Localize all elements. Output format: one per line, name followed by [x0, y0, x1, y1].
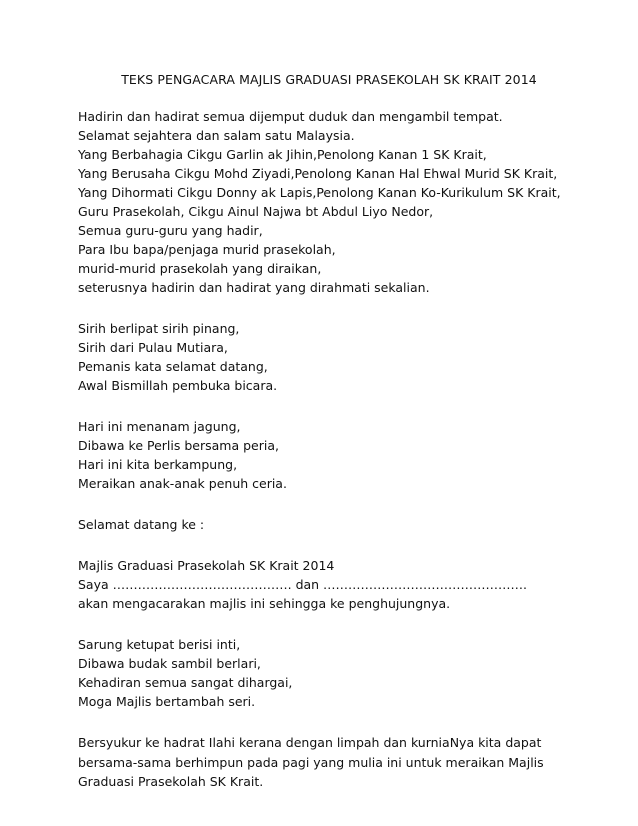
pantun-1	[78, 319, 578, 395]
text-line: Dibawa ke Perlis bersama peria,	[78, 438, 279, 453]
text-line: Sirih berlipat sirih pinang,	[78, 321, 240, 336]
text-line: Sirih dari Pulau Mutiara,	[78, 340, 228, 355]
text-line: Para Ibu bapa/penjaga murid prasekolah,	[78, 242, 336, 257]
text-line: Kehadiran semua sangat dihargai,	[78, 675, 293, 690]
text-line: Majlis Graduasi Prasekolah SK Krait 2014	[78, 558, 335, 573]
document-title: TEKS PENGACARA MAJLIS GRADUASI PRASEKOLAH SK KRAIT 2014	[121, 72, 537, 87]
text-line: Awal Bismillah pembuka bicara.	[78, 378, 278, 393]
text-line: Dibawa budak sambil berlari,	[78, 656, 261, 671]
text-line: Semua guru-guru yang hadir,	[78, 223, 263, 238]
paragraph-event	[78, 556, 578, 613]
text-line: Guru Prasekolah, Cikgu Ainul Najwa bt Abdul Liyo Nedor,	[78, 204, 434, 219]
text-line: Hari ini menanam jagung,	[78, 419, 241, 434]
text-line: Selamat datang ke :	[78, 517, 205, 532]
text-line: Yang Berusaha Cikgu Mohd Ziyadi,Penolong Kanan Hal Ehwal Murid SK Krait,	[78, 166, 558, 181]
text-line: akan mengacarakan majlis ini sehingga ke penghujungnya.	[78, 596, 451, 611]
paragraph-greeting	[78, 107, 578, 297]
text-line: murid-murid prasekolah yang diraikan,	[78, 261, 322, 276]
text-line: Hari ini kita berkampung,	[78, 457, 238, 472]
text-line: Yang Dihormati Cikgu Donny ak Lapis,Penolong Kanan Ko-Kurikulum SK Krait,	[78, 185, 561, 200]
text-line: Moga Majlis bertambah seri.	[78, 694, 256, 709]
text-line: Saya ……………………………………. dan ………………………………………….	[78, 577, 528, 592]
pantun-3	[78, 635, 578, 711]
text-line: seterusnya hadirin dan hadirat yang dirahmati sekalian.	[78, 280, 430, 295]
text-line: Meraikan anak-anak penuh ceria.	[78, 476, 287, 491]
text-line: Yang Berbahagia Cikgu Garlin ak Jihin,Penolong Kanan 1 SK Krait,	[78, 147, 487, 162]
pantun-2	[78, 417, 578, 493]
text-line: Pemanis kata selamat datang,	[78, 359, 268, 374]
paragraph-closing: Bersyukur ke hadrat Ilahi kerana dengan limpah dan kurniaNya kita dapat bersama-sama berhimpun pada pagi yang mulia ini untuk meraikan Majlis Graduasi Prasekolah SK Krait.	[78, 735, 544, 789]
text-line: Selamat sejahtera dan salam satu Malaysia.	[78, 128, 355, 143]
paragraph-welcome	[78, 515, 578, 534]
text-line: Hadirin dan hadirat semua dijemput duduk dan mengambil tempat.	[78, 109, 503, 124]
text-line: Sarung ketupat berisi inti,	[78, 637, 241, 652]
